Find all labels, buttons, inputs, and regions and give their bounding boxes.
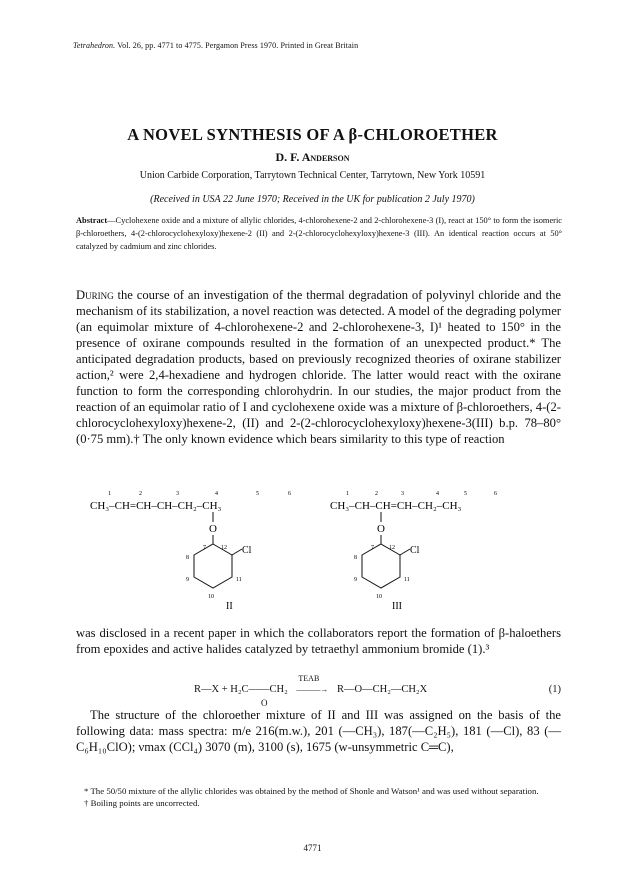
right-chain-num: 4 xyxy=(436,491,439,497)
left-ring-num: 9 xyxy=(186,577,189,583)
right-chlorine: Cl xyxy=(410,545,420,556)
footnote-2: † Boiling points are uncorrected. xyxy=(84,798,200,808)
paper-title: A NOVEL SYNTHESIS OF A β-CHLOROETHER xyxy=(127,125,498,144)
paragraph-1 xyxy=(76,287,561,447)
left-chain: CH₃–CH=CH–CH–CH₂–CH₃ xyxy=(90,500,222,512)
left-oxygen: O xyxy=(209,523,217,535)
right-chain-num: 2 xyxy=(375,491,378,497)
right-ring-num: 9 xyxy=(354,577,357,583)
equation-number: (1) xyxy=(548,684,561,695)
epoxide-oxygen: O xyxy=(261,698,268,708)
abstract-text: —Cyclohexene oxide and a mixture of allylic chlorides, 4-chlorohexene-2 and 2-chlorohexene-3 (I), react at 150° to form the isomeric β-chloroethers, 4-(2-chlorocyclohexyloxy)hexene-2 (II) and 2-(2-chlorocyclohexyloxy)hexene-3 (III). An identical reaction occurs at 50° catalyzed by cadmium and zinc chlorides. xyxy=(76,216,562,251)
label-II: II xyxy=(226,601,233,612)
catalyst-label: TEAB xyxy=(298,674,320,683)
right-ring-num: 11 xyxy=(404,577,410,583)
left-chlorine: Cl xyxy=(242,545,252,556)
right-chain-num: 5 xyxy=(464,491,467,497)
chemical-structures xyxy=(76,487,561,617)
abstract xyxy=(76,214,562,253)
left-chain-num: 2 xyxy=(139,491,142,497)
page-number: 4771 xyxy=(303,843,322,853)
right-ring-num: 12 xyxy=(389,545,395,551)
journal-details: Vol. 26, pp. 4771 to 4775. Pergamon Press 1970. Printed in Great Britain xyxy=(117,41,359,50)
left-ring-num: 10 xyxy=(208,594,214,600)
right-chain: CH₃–CH–CH=CH–CH₂–CH₃ xyxy=(330,500,462,512)
left-chain-num: 1 xyxy=(108,491,111,497)
paragraph-1-text: the course of an investigation of the thermal degradation of polyvinyl chloride and the mechanism of its stabilization, a novel reaction was detected. A model of the degrading polymer (an equimolar mixture of 4-chlorohexene-2 and 2-chlorohexene-3, I)¹ heated to 150° in the presence of oxirane compounds resulted in the formation of an unexpected product.* The anticipated degradation products, based on previously recognized theories of oxirane stabilizer action,² were 2,4-hexadiene and hydrogen chloride. The latter would react with the oxirane function to form the corresponding chlorohydrin. In our studies, the major product from the reaction of an equimolar ratio of I and cyclohexene oxide was a mixture of β-chloroethers, 4-(2-chlorocyclohexyloxy)hexene-2, (II) and 2-(2-chlorocyclohexyloxy)hexene-3(III) b.p. 78–80° (0·75 mm).† The only known evidence which bears similarity to this type of reaction xyxy=(76,288,561,446)
left-chain-num: 3 xyxy=(176,491,179,497)
right-ring-num: 8 xyxy=(354,555,357,561)
paragraph-2: was disclosed in a recent paper in which the collaborators report the formation of β-haloethers from epoxides and active halides catalyzed by tetraethyl ammonium bromide (1).³ xyxy=(76,626,561,656)
left-ring-num: 11 xyxy=(236,577,242,583)
reaction-arrow: ———→ xyxy=(296,685,329,694)
journal-name: Tetrahedron. xyxy=(73,41,116,50)
journal-header xyxy=(73,41,358,50)
reaction-formula xyxy=(194,674,428,695)
left-chain-num: 6 xyxy=(288,491,291,497)
right-ring-num: 10 xyxy=(376,594,382,600)
abstract-label: Abstract xyxy=(76,216,108,225)
right-chain-num: 3 xyxy=(401,491,404,497)
right-oxygen: O xyxy=(377,523,385,535)
footnote-1: * The 50/50 mixture of the allylic chlorides was obtained by the method of Shonle and Watson¹ and was used without separation. xyxy=(84,786,539,796)
right-chain-num: 1 xyxy=(346,491,349,497)
product: R—O—CH₂—CH₂X xyxy=(337,684,428,695)
received-dates: (Received in USA 22 June 1970; Received in the UK for publication 2 July 1970) xyxy=(150,194,475,205)
reactants: R—X + H₂C——CH₂ xyxy=(194,684,288,695)
reaction-equation xyxy=(76,674,561,708)
author-name: D. F. Anderson xyxy=(275,150,350,164)
footnotes xyxy=(76,785,561,809)
right-chain-num: 6 xyxy=(494,491,497,497)
paragraph-3: The structure of the chloroether mixture of II and III was assigned on the basis of the following data: mass spectra: m/e 216(m.w.), 201 (—CH₃), 187(—C₂H₅), 181 (—Cl), 83 (—C₆H₁₀ClO); νmax (CCl₄) 3070 (m), 3100 (s), 1675 (w-unsymmetric C═C), xyxy=(76,708,561,754)
right-ring-num: 7 xyxy=(371,545,374,551)
affiliation: Union Carbide Corporation, Tarrytown Technical Center, Tarrytown, New York 10591 xyxy=(139,170,486,181)
left-ring-num: 7 xyxy=(203,545,206,551)
left-chain-num: 4 xyxy=(215,491,218,497)
left-chain-num: 5 xyxy=(256,491,259,497)
label-III: III xyxy=(392,601,402,612)
left-ring-num: 12 xyxy=(221,545,227,551)
left-ring-num: 8 xyxy=(186,555,189,561)
paragraph-1-lead: During xyxy=(76,288,114,302)
